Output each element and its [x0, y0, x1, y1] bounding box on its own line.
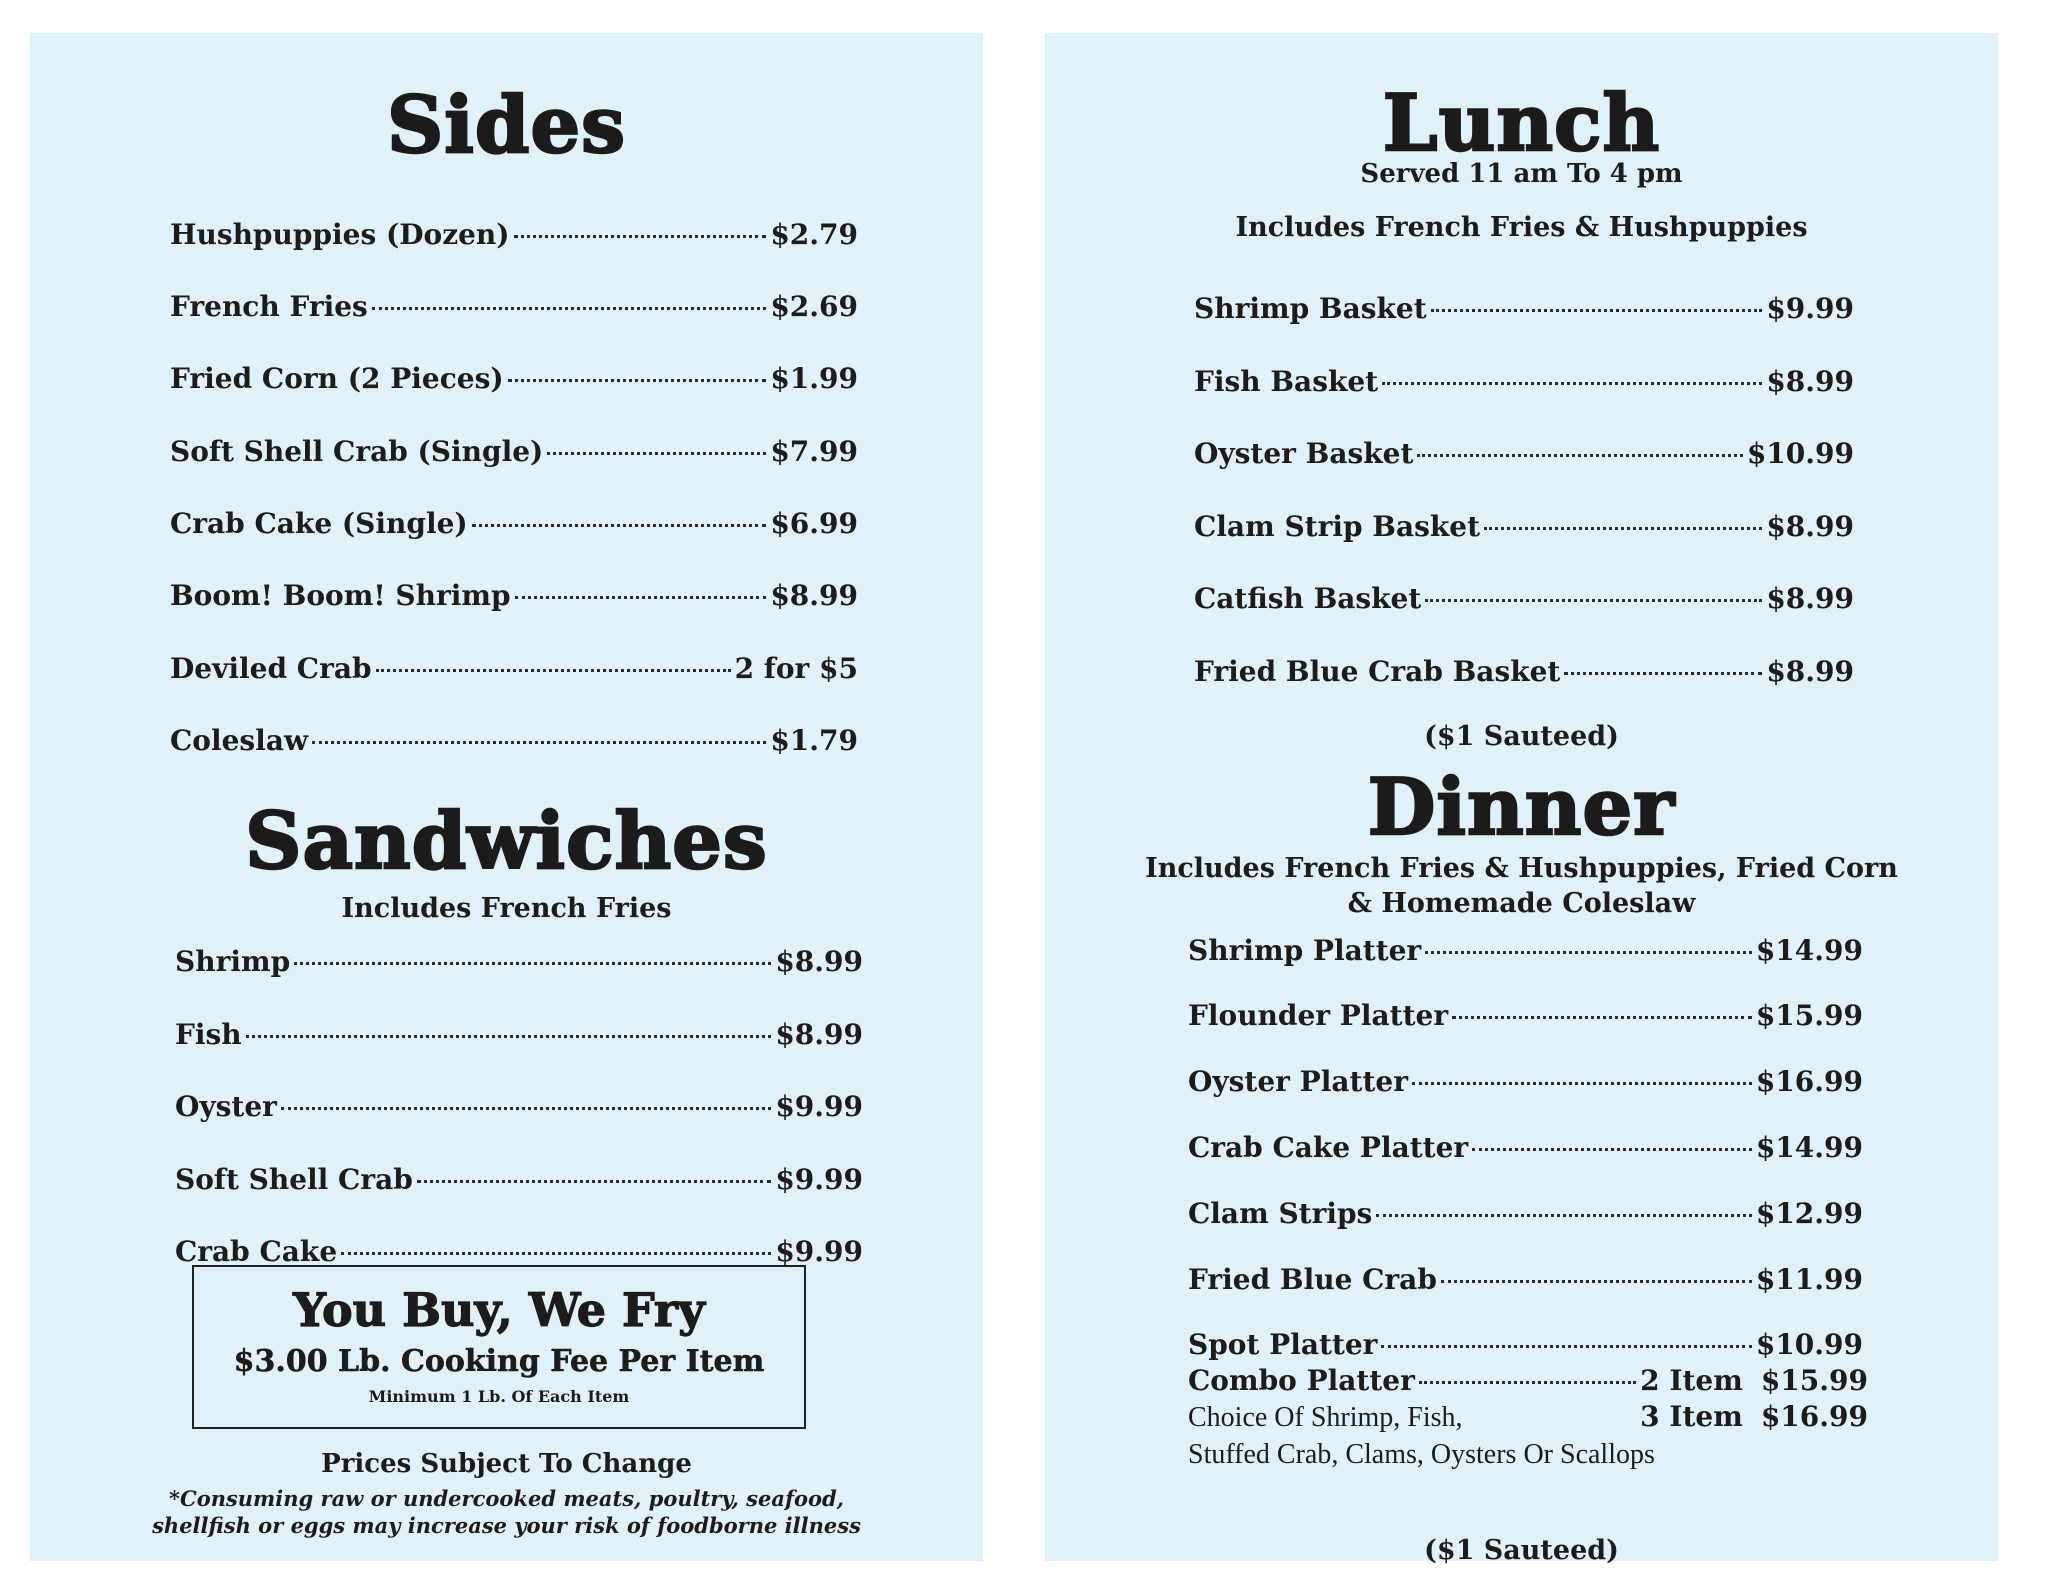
item-name: Fried Blue Crab [1188, 1263, 1437, 1296]
menu-item [1188, 934, 1863, 968]
item-name: Hushpuppies (Dozen) [170, 218, 510, 251]
combo-option-qty: 2 Item [1640, 1364, 1743, 1397]
combo-name: Combo Platter [1188, 1364, 1415, 1397]
dot-leader [1419, 1381, 1636, 1384]
cooking-fee: $3.00 Lb. Cooking Fee Per Item [233, 1344, 765, 1379]
item-price: $9.99 [775, 1235, 863, 1268]
warning-line: *Consuming raw or undercooked meats, poultry, seafood, [169, 1486, 844, 1511]
item-name: Spot Platter [1188, 1328, 1378, 1361]
menu-item [170, 290, 858, 324]
you-buy-we-fry-title: You Buy, We Fry [293, 1283, 705, 1337]
dot-leader [341, 1252, 771, 1255]
dot-leader [312, 741, 766, 744]
item-price: $7.99 [770, 435, 858, 468]
combo-option-price: $15.99 [1760, 1364, 1868, 1397]
item-price: $14.99 [1755, 934, 1863, 967]
menu-item [175, 1018, 863, 1052]
item-name: Coleslaw [170, 724, 309, 757]
warning-line: shellfish or eggs may increase your risk of foodborne illness [152, 1513, 861, 1539]
dot-leader [1441, 1280, 1752, 1283]
combo-choice: Choice Of Shrimp, Fish, [1188, 1402, 1463, 1434]
menu-item [1188, 1131, 1863, 1165]
combo-choice: Stuffed Crab, Clams, Oysters Or Scallops [1188, 1438, 1655, 1470]
item-price: $12.99 [1755, 1197, 1863, 1230]
menu-item [175, 945, 863, 979]
menu-item [1188, 1065, 1863, 1099]
minimum-note: Minimum 1 Lb. Of Each Item [368, 1387, 630, 1406]
menu-item [170, 724, 858, 758]
dot-leader [1417, 454, 1742, 457]
dot-leader [376, 669, 731, 672]
menu-item [175, 1235, 863, 1269]
item-name: Fish Basket [1194, 365, 1379, 398]
combo-option-price: $16.99 [1760, 1400, 1868, 1434]
item-name: Clam Strips [1188, 1197, 1373, 1230]
menu-item [1194, 437, 1854, 471]
item-name: Crab Cake [175, 1235, 338, 1268]
sandwiches-heading: Sandwiches [245, 796, 768, 887]
menu-item [1194, 582, 1854, 616]
sandwiches-subtitle: Includes French Fries [341, 893, 672, 924]
menu-item [175, 1090, 863, 1124]
item-price: $1.79 [770, 724, 858, 757]
dot-leader [472, 524, 767, 527]
item-price: $8.99 [775, 1018, 863, 1051]
dinner-sauteed-note: ($1 Sauteed) [1424, 1535, 1619, 1566]
dot-leader [1425, 951, 1752, 954]
item-name: Oyster Platter [1188, 1065, 1408, 1098]
item-price: $16.99 [1755, 1065, 1863, 1098]
item-name: Shrimp Basket [1194, 292, 1427, 325]
item-name: Soft Shell Crab [175, 1163, 413, 1196]
combo-row [1188, 1399, 1868, 1436]
left-menu-panel [30, 33, 983, 1561]
item-price: $15.99 [1755, 999, 1863, 1032]
dinner-heading: Dinner [1367, 762, 1676, 853]
item-price: $6.99 [770, 507, 858, 540]
item-price: $14.99 [1755, 1131, 1863, 1164]
menu-item [175, 1163, 863, 1197]
dot-leader [246, 1035, 772, 1038]
combo-row [1188, 1363, 1868, 1399]
dot-leader [294, 962, 771, 965]
menu-item [170, 652, 858, 686]
item-name: Shrimp Platter [1188, 934, 1422, 967]
menu-item [170, 218, 858, 252]
menu-item [1194, 365, 1854, 399]
item-name: Shrimp [175, 945, 291, 978]
menu-item [170, 362, 858, 396]
item-price: $9.99 [775, 1163, 863, 1196]
lunch-heading: Lunch [1382, 78, 1661, 169]
menu-item [170, 579, 858, 613]
menu-item [1194, 655, 1854, 689]
sides-heading: Sides [386, 80, 627, 171]
dot-leader [1472, 1148, 1752, 1151]
item-name: Flounder Platter [1188, 999, 1449, 1032]
dot-leader [417, 1180, 772, 1183]
menu-item [1188, 1197, 1863, 1231]
item-price: $8.99 [775, 945, 863, 978]
lunch-hours: Served 11 am To 4 pm [1360, 159, 1683, 189]
right-menu-panel [1045, 33, 1998, 1566]
dot-leader [1376, 1214, 1752, 1217]
menu-item [1194, 510, 1854, 544]
dot-leader [515, 596, 767, 599]
dot-leader [1382, 382, 1762, 385]
prices-notice: Prices Subject To Change [321, 1449, 692, 1479]
lunch-sauteed-note: ($1 Sauteed) [1424, 721, 1619, 752]
you-buy-we-fry-box [192, 1265, 806, 1429]
item-name: Deviled Crab [170, 652, 372, 685]
item-name: Fish [175, 1018, 242, 1051]
item-name: Fried Corn (2 Pieces) [170, 362, 504, 395]
combo-option-qty: 3 Item [1640, 1400, 1743, 1434]
item-name: Oyster Basket [1194, 437, 1414, 470]
item-name: Catfish Basket [1194, 582, 1422, 615]
item-price: $8.99 [1766, 655, 1854, 688]
item-name: Crab Cake Platter [1188, 1131, 1469, 1164]
item-name: Oyster [175, 1090, 277, 1123]
dot-leader [1381, 1345, 1751, 1348]
item-price: $8.99 [1766, 510, 1854, 543]
dinner-includes-line: & Homemade Coleslaw [1347, 888, 1696, 919]
dot-leader [547, 452, 766, 455]
item-price: $1.99 [770, 362, 858, 395]
dot-leader [1452, 1016, 1752, 1019]
menu-item [1194, 292, 1854, 326]
item-name: Boom! Boom! Shrimp [170, 579, 511, 612]
item-price: $11.99 [1755, 1263, 1863, 1296]
item-price: $10.99 [1746, 437, 1854, 470]
item-name: Soft Shell Crab (Single) [170, 435, 544, 468]
dot-leader [1412, 1082, 1752, 1085]
item-name: Clam Strip Basket [1194, 510, 1481, 543]
dot-leader [1564, 672, 1762, 675]
item-name: Crab Cake (Single) [170, 507, 468, 540]
item-price: $8.99 [770, 579, 858, 612]
combo-platter [1188, 1363, 1868, 1473]
dot-leader [281, 1107, 771, 1110]
dot-leader [1484, 527, 1762, 530]
dot-leader [372, 307, 766, 310]
menu-item [1188, 1263, 1863, 1297]
dot-leader [1425, 599, 1762, 602]
item-name: Fried Blue Crab Basket [1194, 655, 1561, 688]
menu-item [1188, 999, 1863, 1033]
food-safety-warning [30, 1485, 983, 1540]
dinner-includes-line: Includes French Fries & Hushpuppies, Fried Corn [1145, 853, 1898, 884]
dot-leader [514, 235, 767, 238]
dot-leader [508, 379, 767, 382]
dot-leader [1431, 309, 1763, 312]
menu-item [170, 507, 858, 541]
item-price: $2.79 [770, 218, 858, 251]
item-price: $8.99 [1766, 582, 1854, 615]
item-price: $9.99 [775, 1090, 863, 1123]
item-price: $8.99 [1766, 365, 1854, 398]
item-price: 2 for $5 [734, 652, 858, 685]
item-price: $9.99 [1766, 292, 1854, 325]
menu-item [1188, 1328, 1863, 1362]
lunch-includes: Includes French Fries & Hushpuppies [1235, 212, 1808, 243]
item-price: $2.69 [770, 290, 858, 323]
item-name: French Fries [170, 290, 368, 323]
menu-item [170, 435, 858, 469]
item-price: $10.99 [1755, 1328, 1863, 1361]
